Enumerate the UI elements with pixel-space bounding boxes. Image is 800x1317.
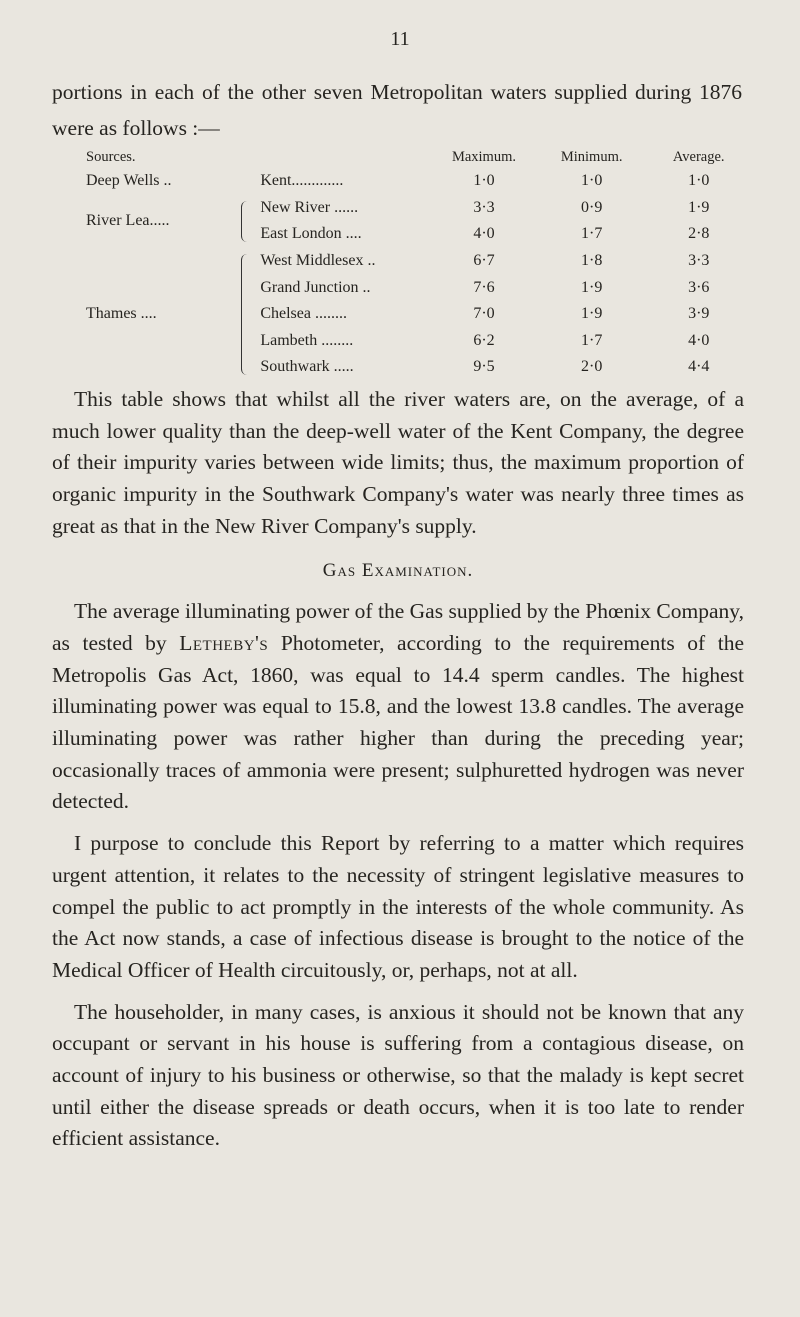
avg-cell: 3·3 <box>688 252 710 270</box>
paragraph-gas-examination <box>52 596 744 818</box>
min-cell: 1·0 <box>581 172 603 190</box>
table-row <box>52 248 752 275</box>
intro-text: portions in each of the other seven Metropolitan waters supplied during 1876 were as follows :— <box>52 80 742 140</box>
brace-bracket <box>241 254 250 375</box>
company-cell: Southwark ..... <box>260 358 354 376</box>
source-cell: Deep Wells .. <box>86 172 172 190</box>
max-cell: 1·0 <box>473 172 495 190</box>
min-cell: 2·0 <box>581 358 603 376</box>
paragraph-table-summary: This table shows that whilst all the river waters are, on the average, of a much lower quality than the deep-well water of the Kent Company, the degree of their impurity varies between wide limits; thus, the maximum proportion of organic impurity in the Southwark Company's water was nearly three times as great as that in the New River Company's supply. <box>52 387 744 538</box>
company-cell: New River ...... <box>260 198 359 216</box>
intro-paragraph <box>52 74 742 146</box>
max-cell: 7·6 <box>473 278 495 296</box>
avg-cell: 1·0 <box>688 172 710 190</box>
water-quality-table <box>52 146 752 381</box>
section-heading-gas-examination: Gas Examination. <box>322 559 474 581</box>
avg-cell: 3·6 <box>688 278 710 296</box>
source-cell: Thames .... <box>86 305 157 323</box>
max-cell: 9·5 <box>473 358 495 376</box>
min-cell: 1·7 <box>581 331 603 349</box>
avg-cell: 4·0 <box>688 331 710 349</box>
max-cell: 7·0 <box>473 305 495 323</box>
header-sources: Sources. <box>86 148 136 165</box>
source-cell: River Lea..... <box>86 212 170 230</box>
min-cell: 0·9 <box>581 198 603 216</box>
company-cell: Chelsea ........ <box>260 305 347 323</box>
company-cell: East London .... <box>260 225 362 243</box>
max-cell: 6·7 <box>473 252 495 270</box>
body-text <box>52 384 744 1155</box>
min-cell: 1·9 <box>581 305 603 323</box>
header-minimum: Minimum. <box>560 148 623 165</box>
photometer-author-name: Letheby's <box>179 630 269 655</box>
company-cell: West Middlesex .. <box>260 252 376 270</box>
brace-bracket <box>241 201 250 242</box>
min-cell: 1·8 <box>581 252 603 270</box>
avg-cell: 4·4 <box>688 358 710 376</box>
paragraph-gas-text-end: Photometer, according to the requirements of the Metropolis Gas Act, 1860, was equal to 14.4 sperm candles. The highest illuminating power was equal to 15.8, and the lowest 13.8 candles. The average illuminating power was rather higher than during the preceding year; occasionally traces of ammonia were present; sulphuretted hydrogen was never detected. <box>52 630 744 814</box>
avg-cell: 3·9 <box>688 305 710 323</box>
max-cell: 3·3 <box>473 198 495 216</box>
min-cell: 1·9 <box>581 278 603 296</box>
table-row <box>52 168 752 195</box>
source-group-thames <box>52 248 252 381</box>
company-cell: Grand Junction .. <box>260 278 371 296</box>
header-maximum: Maximum. <box>451 148 516 165</box>
min-cell: 1·7 <box>581 225 603 243</box>
company-cell: Kent............. <box>260 172 344 190</box>
avg-cell: 2·8 <box>688 225 710 243</box>
table-row <box>52 195 752 222</box>
paragraph-gap <box>52 987 744 997</box>
paragraph-gap <box>52 818 744 828</box>
paragraph-householder: The householder, in many cases, is anxious it should not be known that any occupant or servant in his house is suffering from a contagious disease, on account of injury to his business or otherwise, so that the malady is kept secret until either the disease spreads or death occurs, when it is too late to render efficient assistance. <box>52 999 744 1151</box>
avg-cell: 1·9 <box>688 198 710 216</box>
source-group-river-lea <box>52 195 252 248</box>
paragraph-conclusion: I purpose to conclude this Report by referring to a matter which requires urgent attention, it relates to the necessity of stringent legislative measures to compel the public to act promptly in the interests of the whole community. As the Act now stands, a case of infectious disease is brought to the notice of the Medical Officer of Health circuitously, or, perhaps, not at all. <box>52 831 744 982</box>
max-cell: 6·2 <box>473 331 495 349</box>
paragraph-gas-text-start: The average illuminating power of the Gas supplied by the Phœnix Company, as tested by <box>52 599 744 655</box>
table-header-row <box>52 146 752 168</box>
header-spacer <box>252 146 430 168</box>
page-number: 11 <box>390 28 410 50</box>
max-cell: 4·0 <box>473 225 495 243</box>
header-average: Average. <box>672 148 725 165</box>
company-cell: Lambeth ........ <box>260 331 354 349</box>
